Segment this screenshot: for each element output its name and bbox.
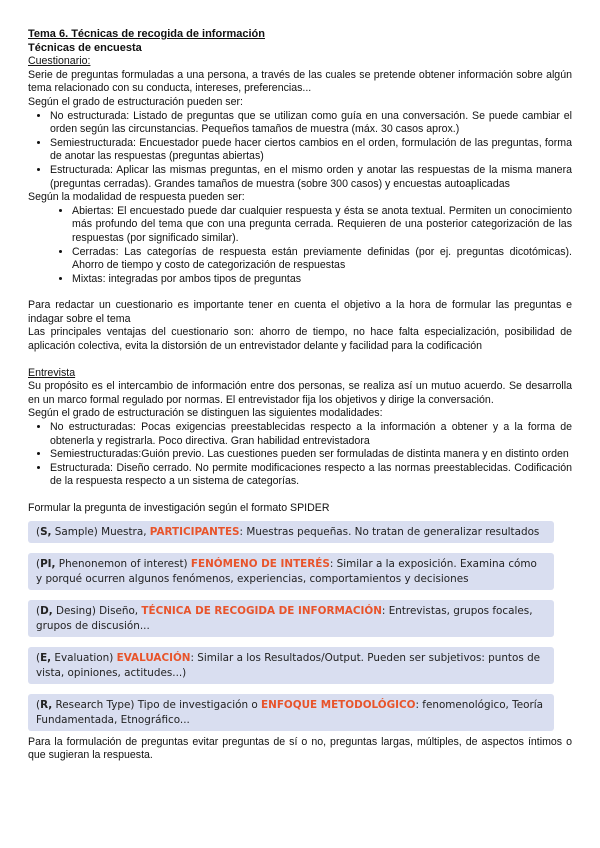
spider-highlight: ENFOQUE METODOLÓGICO (261, 698, 416, 711)
estructuracion-list (28, 110, 572, 192)
spider-highlight: EVALUACIÓN (116, 651, 191, 664)
list-item: • No estructurada: Listado de preguntas que se utilizan como guía en una conversación. Se puede cambiar el orden según las circunstancias. Pequeños tamaños de muestra (máx. 30 casos aprox.) (50, 110, 572, 137)
list-item: • Estructurada: Aplicar las mismas preguntas, en el mismo orden y anotar las respuestas de la misma manera (preguntas cerradas). Grandes tamaños de muestra (sobre 300 casos) y encuestas autoaplicadas (50, 164, 572, 191)
list-item: • Abiertas: El encuestado puede dar cualquier respuesta y ésta se anota textual. Permiten un conocimiento más profundo del tema que con una pregunta cerrada. Requieren de una posterior categorización de las respuestas (por significado similar). (72, 205, 572, 246)
spider-box-sample: (S, Sample) Muestra, PARTICIPANTES: Muestras pequeñas. No tratan de generalizar resultados (28, 521, 554, 543)
spider-highlight: FENÓMENO DE INTERÉS (190, 557, 330, 570)
spider-intro: Formular la pregunta de investigación según el formato SPIDER (28, 502, 330, 514)
cuestionario-intro: Serie de preguntas formuladas a una persona, a través de las cuales se pretende obtener información sobre algún tema relacionado con su conducta, intereses, preferencias... (28, 68, 572, 95)
list-item: • Cerradas: Las categorías de respuesta están previamente definidas (por ej. preguntas dicotómicas). Ahorro de tiempo y costo de categorización de respuestas (72, 246, 572, 273)
entrevista-modalidades-label: Según el grado de estructuración se distinguen las siguientes modalidades: (28, 407, 383, 420)
spider-box-phenomenon: (PI, Phenonemon of interest) FENÓMENO DE INTERÉS: Similar a la exposición. Examina cómo y porqué ocurren algunos fenómenos, experiencias, comportamientos y decisiones (28, 553, 554, 590)
section-subtitle: Técnicas de encuesta (28, 41, 142, 54)
spider-code: D, (40, 604, 53, 617)
list-item: • Estructurada: Diseño cerrado. No permite modificaciones respecto a las normas preestablecidas. Codificación de la respuesta respecto a un sistema de categorías. (50, 462, 572, 489)
spider-code: PI, (40, 557, 56, 570)
spider-code: R, (40, 698, 53, 711)
modalidad-label: Según la modalidad de respuesta pueden ser: (28, 191, 245, 204)
estructuracion-label: Según el grado de estructuración pueden ser: (28, 95, 243, 108)
spider-box-design: (D, Desing) Diseño, TÉCNICA DE RECOGIDA DE INFORMACIÓN: Entrevistas, grupos focales, grupos de discusión... (28, 600, 554, 637)
redactar-paragraph: Para redactar un cuestionario es importante tener en cuenta el objetivo a la hora de formular las preguntas e indagar sobre el tema (28, 299, 572, 325)
spider-highlight: TÉCNICA DE RECOGIDA DE INFORMACIÓN (141, 604, 382, 617)
list-item: • Semiestructurada: Encuestador puede hacer ciertos cambios en el orden, formulación de las preguntas, forma de anotar las respuestas (preguntas abiertas) (50, 137, 572, 164)
spider-box-evaluation: (E, Evaluation) EVALUACIÓN: Similar a los Resultados/Output. Pueden ser subjetivos: puntos de vista, opiniones, actitudes...) (28, 647, 554, 684)
list-item: • Semiestructuradas:Guión previo. Las cuestiones pueden ser formuladas de distinta manera y en distinto orden (50, 448, 572, 462)
entrevista-intro: Su propósito es el intercambio de información entre dos personas, se realiza así un mutuo acuerdo. Se desarrolla en un marco formal regulado por normas. El entrevistador fija los objetivos y dirige la conversación. (28, 380, 572, 406)
modalidad-list (28, 205, 572, 287)
entrevista-modalidades-list (28, 421, 572, 489)
ventajas-paragraph: Las principales ventajas del cuestionario son: ahorro de tiempo, no hace falta especialización, posibilidad de aplicación colectiva, evita la distorsión de un entrevistador delante y facilidad para la codificación (28, 326, 572, 353)
spider-code: S, (40, 525, 52, 538)
spider-box-research-type: (R, Research Type) Tipo de investigación o ENFOQUE METODOLÓGICO: fenomenológico, Teoría Fundamentada, Etnográfico... (28, 694, 554, 731)
entrevista-heading: Entrevista (28, 366, 76, 379)
spider-code: E, (40, 651, 52, 664)
list-item: • Mixtas: integradas por ambos tipos de preguntas (72, 273, 572, 287)
spider-highlight: PARTICIPANTES (149, 525, 240, 538)
list-item: • No estructuradas: Pocas exigencias preestablecidas respecto a la información a obtener y a la forma de obtenerla y registrarla. Poco directiva. Gran habilidad entrevistadora (50, 421, 572, 448)
document-title: Tema 6. Técnicas de recogida de información (28, 28, 265, 40)
cuestionario-heading: Cuestionario: (28, 55, 91, 68)
spider-closing: Para la formulación de preguntas evitar preguntas de sí o no, preguntas largas, múltiples, de aspectos íntimos o que sugieran la respuesta. (28, 735, 572, 762)
